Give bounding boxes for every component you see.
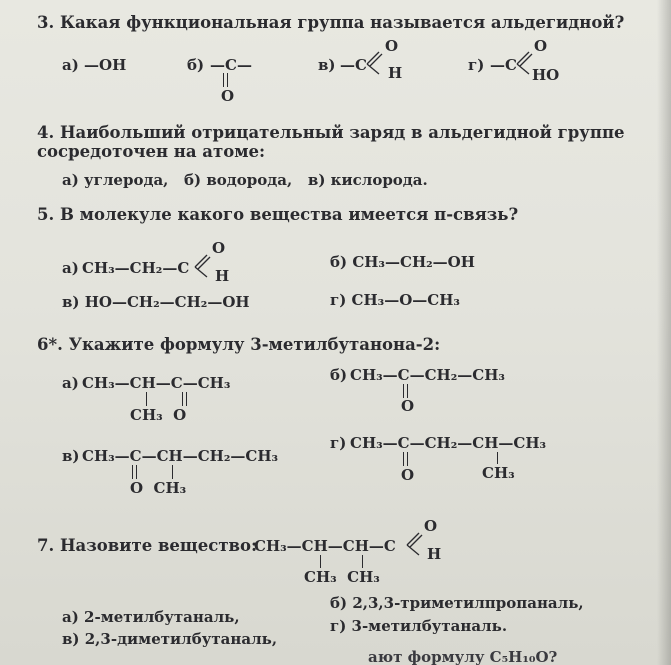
q5-option-a-label: а) xyxy=(62,259,79,277)
q5-option-a-hydrogen: H xyxy=(215,267,230,285)
q6-option-v-label: в) xyxy=(62,447,80,465)
q6-option-b-formula: CH₃—C—CH₂—CH₃ xyxy=(350,366,505,384)
q6-option-a-label: а) xyxy=(62,374,79,392)
q3-option-v-formula: —C xyxy=(340,56,367,74)
q7-formula: CH₃—CH—CH—C xyxy=(254,537,396,555)
q7-title: 7. Назовите вещество: xyxy=(37,536,258,555)
q5-option-a-oxygen: O xyxy=(212,239,226,257)
double-bond xyxy=(403,384,408,398)
double-bond xyxy=(132,465,137,479)
single-bond xyxy=(146,392,147,406)
q3-option-g-label: г) xyxy=(468,56,485,74)
q3-option-b-label: б) xyxy=(187,56,205,74)
q3-option-g-oxygen: O xyxy=(534,37,548,55)
q7-formula-hydrogen: H xyxy=(427,545,442,563)
q5-option-b: б) CH₃—CH₂—OH xyxy=(330,253,475,271)
next-question-cut-off: ают формулу C₅H₁₀O? xyxy=(368,648,558,665)
q6-title: 6*. Укажите формулу 3-метилбутанона-2: xyxy=(37,335,441,354)
q6-option-v-formula: CH₃—C—CH—CH₂—CH₃ xyxy=(82,447,279,465)
q6-option-g-oxygen: O xyxy=(401,466,415,484)
double-bond xyxy=(182,392,187,406)
q6-option-b-oxygen: O xyxy=(401,397,415,415)
single-bond xyxy=(497,452,498,464)
q6-option-g-label: г) xyxy=(330,434,347,452)
q3-option-v-oxygen: O xyxy=(385,37,399,55)
q6-option-g-formula: CH₃—C—CH₂—CH—CH₃ xyxy=(350,434,547,452)
q7-formula-substituents: CH₃ CH₃ xyxy=(304,568,380,586)
q5-option-g: г) CH₃—O—CH₃ xyxy=(330,291,460,309)
single-bond xyxy=(320,555,321,568)
q7-option-v: в) 2,3-диметилбутаналь, xyxy=(62,630,278,648)
q6-option-b-label: б) xyxy=(330,366,348,384)
q7-option-a: а) 2-метилбутаналь, xyxy=(62,608,240,626)
q4-title-line1: 4. Наибольший отрицательный заряд в альдегидной группе xyxy=(37,123,625,142)
q3-option-b-oxygen: O xyxy=(221,87,235,105)
aldehyde-bonds-icon xyxy=(365,44,387,80)
q6-option-a-substituents: CH₃ O xyxy=(130,406,187,424)
q3-option-a: а) —OH xyxy=(62,56,127,74)
q6-option-g-methyl: CH₃ xyxy=(482,464,515,482)
q3-option-g-formula: —C xyxy=(490,56,517,74)
q5-option-a-formula: CH₃—CH₂—C xyxy=(82,259,190,277)
single-bond xyxy=(172,465,173,479)
q4-title-line2: сосредоточен на атоме: xyxy=(37,142,266,161)
q3-option-v-hydrogen: H xyxy=(388,64,403,82)
q3-option-v-label: в) xyxy=(318,56,336,74)
q6-option-v-substituents: O CH₃ xyxy=(130,479,187,497)
q4-options: а) углерода, б) водорода, в) кислорода. xyxy=(62,171,428,189)
single-bond xyxy=(362,555,363,568)
q7-option-g: г) 3-метилбутаналь. xyxy=(330,617,508,635)
double-bond xyxy=(223,73,228,87)
q3-option-g-hydroxyl: HO xyxy=(532,66,560,84)
q3-option-b-formula: —C— xyxy=(210,56,252,74)
q6-option-a-formula: CH₃—CH—C—CH₃ xyxy=(82,374,231,392)
q3-title: 3. Какая функциональная группа называется альдегидной? xyxy=(37,13,625,32)
q7-option-b: б) 2,3,3-триметилпропаналь, xyxy=(330,594,584,612)
q7-formula-oxygen: O xyxy=(424,517,438,535)
q5-title: 5. В молекуле какого вещества имеется π-связь? xyxy=(37,205,519,224)
double-bond xyxy=(403,452,408,466)
q5-option-v: в) HO—CH₂—CH₂—OH xyxy=(62,293,250,311)
